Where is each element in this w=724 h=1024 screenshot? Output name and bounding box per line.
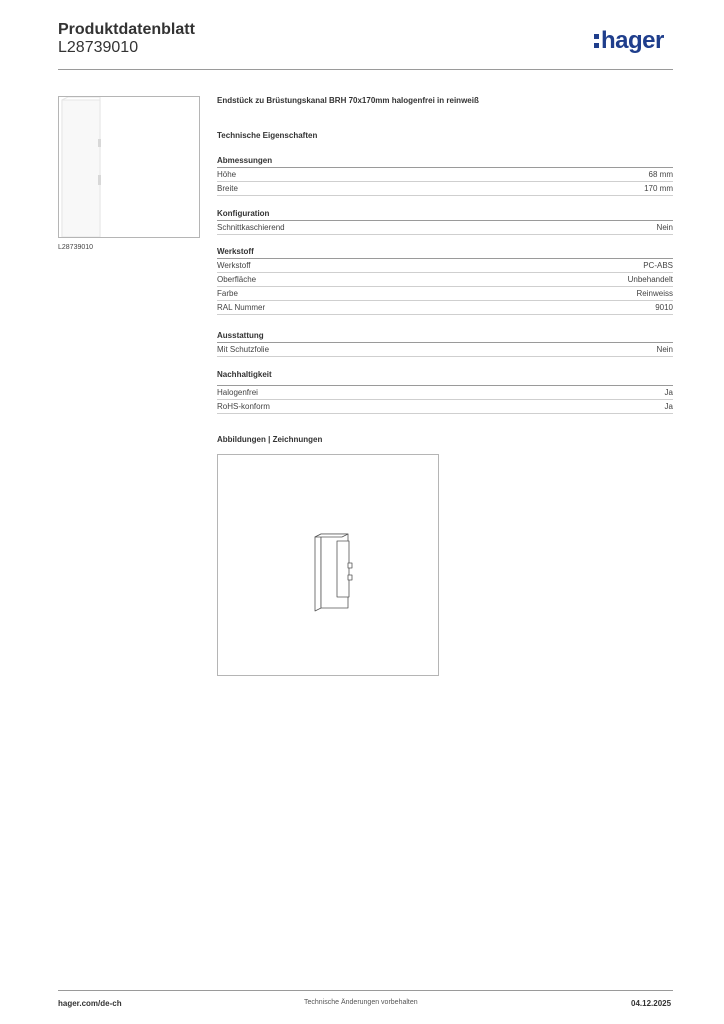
product-drawing — [217, 454, 439, 676]
property-label: Höhe — [217, 170, 237, 179]
property-value: Reinweiss — [636, 289, 673, 298]
property-value: Ja — [664, 402, 673, 411]
property-row — [217, 273, 673, 287]
property-value: Unbehandelt — [627, 275, 673, 284]
document-title: Produktdatenblatt — [58, 21, 195, 38]
property-row — [217, 400, 673, 414]
property-label: Farbe — [217, 289, 238, 298]
property-value: 170 mm — [644, 184, 673, 193]
property-row — [217, 221, 673, 235]
property-label: Schnittkaschierend — [217, 223, 285, 232]
property-label: Oberfläche — [217, 275, 257, 284]
end-cap-drawing-icon — [218, 455, 438, 675]
product-thumbnail — [58, 96, 200, 238]
article-number: L28739010 — [58, 39, 139, 56]
section-title: Abmessungen — [217, 155, 673, 168]
footer-note: Technische Änderungen vorbehalten — [304, 999, 418, 1006]
property-row — [217, 386, 673, 400]
header-divider — [58, 69, 673, 70]
property-label: RoHS-konform — [217, 402, 270, 411]
property-label: RAL Nummer — [217, 303, 266, 312]
section-title: Konfiguration — [217, 208, 673, 221]
property-value: Ja — [664, 388, 673, 397]
property-label: Halogenfrei — [217, 388, 258, 397]
technical-properties-title: Technische Eigenschaften — [217, 131, 318, 140]
drawings-title: Abbildungen | Zeichnungen — [217, 435, 323, 444]
property-label: Werkstoff — [217, 261, 251, 270]
section-abmessungen — [217, 155, 673, 196]
end-cap-thumbnail-icon — [59, 97, 199, 237]
section-title: Ausstattung — [217, 330, 673, 343]
footer-divider — [58, 990, 673, 991]
section-ausstattung — [217, 330, 673, 357]
property-row — [217, 168, 673, 182]
property-label: Mit Schutzfolie — [217, 345, 270, 354]
thumbnail-caption: L28739010 — [58, 244, 94, 251]
property-value: Nein — [656, 345, 673, 354]
logo-text: hager — [601, 27, 664, 54]
property-row — [217, 182, 673, 196]
hager-logo — [594, 28, 664, 54]
section-title: Werkstoff — [217, 246, 673, 259]
logo-colon-icon — [594, 32, 599, 49]
section-werkstoff — [217, 246, 673, 315]
property-value: PC-ABS — [643, 261, 673, 270]
property-row — [217, 259, 673, 273]
footer-website-link[interactable]: hager.com/de-ch — [58, 999, 122, 1008]
section-title: Nachhaltigkeit — [217, 369, 673, 386]
property-row — [217, 343, 673, 357]
section-nachhaltigkeit — [217, 369, 673, 414]
property-value: 68 mm — [648, 170, 673, 179]
property-row — [217, 301, 673, 315]
property-label: Breite — [217, 184, 238, 193]
property-row — [217, 287, 673, 301]
property-value: Nein — [656, 223, 673, 232]
footer-date: 04.12.2025 — [631, 999, 672, 1008]
section-konfiguration — [217, 208, 673, 235]
product-name: Endstück zu Brüstungskanal BRH 70x170mm halogenfrei in reinweiß — [217, 96, 479, 105]
property-value: 9010 — [655, 303, 673, 312]
